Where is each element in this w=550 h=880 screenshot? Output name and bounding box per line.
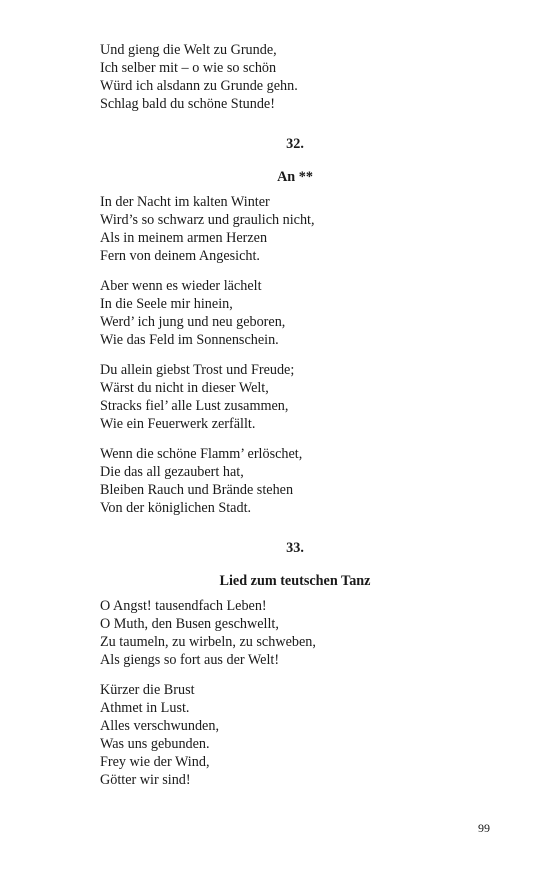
page-number: 99 — [478, 821, 490, 835]
verse-line: Ich selber mit – o wie so schön — [100, 60, 277, 76]
verse-line: In die Seele mir hinein, — [100, 296, 233, 312]
verse-line: Was uns gebunden. — [100, 736, 210, 752]
verse-line: Wird’s so schwarz und graulich nicht, — [100, 212, 315, 228]
verse-line: Wärst du nicht in dieser Welt, — [100, 380, 269, 396]
continued-stanza — [100, 41, 490, 113]
stanza — [100, 193, 490, 265]
verse-line: Als in meinem armen Herzen — [100, 230, 268, 246]
stanza — [100, 361, 490, 433]
stanza — [100, 445, 490, 517]
verse-line: Von der königlichen Stadt. — [100, 500, 252, 516]
verse-line: O Angst! tausendfach Leben! — [100, 598, 267, 614]
verse-line: Würd ich alsdann zu Grunde gehn. — [100, 78, 298, 94]
poem-number: 32. — [286, 136, 304, 152]
stanza — [100, 277, 490, 349]
verse-line: Alles verschwunden, — [100, 718, 219, 734]
verse-line: Schlag bald du schöne Stunde! — [100, 96, 275, 112]
verse-line: Fern von deinem Angesicht. — [100, 248, 260, 264]
poem-title: Lied zum teutschen Tanz — [219, 573, 371, 589]
verse-line: O Muth, den Busen geschwellt, — [100, 616, 279, 632]
poem-title: An ** — [277, 169, 313, 185]
verse-line: In der Nacht im kalten Winter — [100, 194, 270, 210]
verse-line: Stracks fiel’ alle Lust zusammen, — [100, 398, 289, 414]
verse-line: Kürzer die Brust — [100, 682, 195, 698]
verse-line: Zu taumeln, zu wirbeln, zu schweben, — [100, 634, 316, 650]
verse-line: Wie ein Feuerwerk zerfällt. — [100, 416, 256, 432]
verse-line: Athmet in Lust. — [100, 700, 190, 716]
verse-line: Aber wenn es wieder lächelt — [100, 278, 262, 294]
verse-line: Wenn die schöne Flamm’ erlöschet, — [100, 446, 303, 462]
verse-line: Götter wir sind! — [100, 772, 191, 788]
verse-line: Bleiben Rauch und Brände stehen — [100, 482, 294, 498]
verse-line: Werd’ ich jung und neu geboren, — [100, 314, 286, 330]
verse-line: Als giengs so fort aus der Welt! — [100, 652, 280, 668]
verse-line: Die das all gezaubert hat, — [100, 464, 244, 480]
verse-line: Und gieng die Welt zu Grunde, — [100, 42, 277, 58]
verse-line: Wie das Feld im Sonnenschein. — [100, 332, 279, 348]
poem-number: 33. — [286, 540, 304, 556]
stanza — [100, 597, 490, 669]
stanza — [100, 681, 490, 789]
verse-line: Frey wie der Wind, — [100, 754, 210, 770]
verse-line: Du allein giebst Trost und Freude; — [100, 362, 295, 378]
